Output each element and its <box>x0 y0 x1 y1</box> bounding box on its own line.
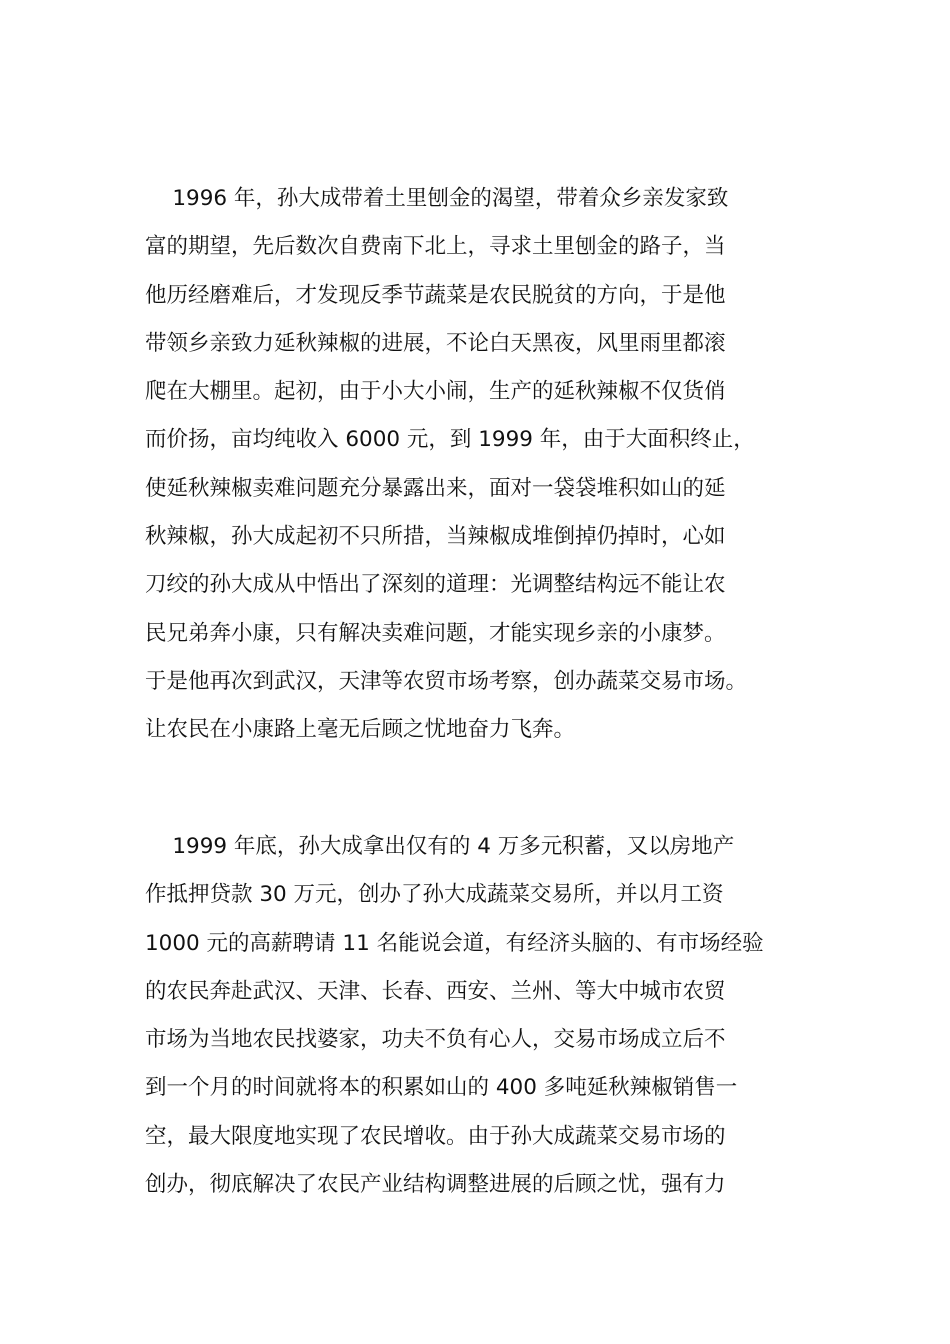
paragraph-line: 于是他再次到武汉，天津等农贸市场考察，创办蔬菜交易市场。 <box>145 668 748 694</box>
paragraph-line: 1999 年底，孙大成拿出仅有的 4 万多元积蓄，又以房地产 <box>145 834 735 859</box>
paragraph-line: 他历经磨难后，才发现反季节蔬菜是农民脱贫的方向，于是他 <box>145 282 726 308</box>
paragraph-2 <box>145 823 825 1209</box>
paragraph-line: 空，最大限度地实现了农民增收。由于孙大成蔬菜交易市场的 <box>145 1123 726 1149</box>
paragraph-line: 1996 年，孙大成带着土里刨金的渴望，带着众乡亲发家致 <box>145 186 729 211</box>
paragraph-line: 让农民在小康路上毫无后顾之忧地奋力飞奔。 <box>145 717 576 743</box>
paragraph-line: 的农民奔赴武汉、天津、长春、西安、兰州、等大中城市农贸 <box>145 978 726 1004</box>
paragraph-line: 爬在大棚里。起初，由于小大小闹，生产的延秋辣椒不仅货俏 <box>145 379 726 405</box>
paragraph-line: 市场为当地农民找婆家，功夫不负有心人，交易市场成立后不 <box>145 1027 726 1053</box>
paragraph-line: 创办，彻底解决了农民产业结构调整进展的后顾之忧，强有力 <box>145 1172 726 1198</box>
paragraph-line: 民兄弟奔小康，只有解决卖难问题，才能实现乡亲的小康梦。 <box>145 620 726 646</box>
paragraph-line: 富的期望，先后数次自费南下北上，寻求土里刨金的路子，当 <box>145 234 726 260</box>
paragraph-line: 1000 元的高薪聘请 11 名能说会道，有经济头脑的、有市场经验 <box>145 930 764 956</box>
paragraph-line: 带领乡亲致力延秋辣椒的进展，不论白天黑夜，风里雨里都滚 <box>145 330 726 356</box>
paragraph-line: 到一个月的时间就将本的积累如山的 400 多吨延秋辣椒销售一 <box>145 1075 738 1101</box>
paragraph-line: 秋辣椒，孙大成起初不只所措，当辣椒成堆倒掉仍掉时，心如 <box>145 524 726 550</box>
paragraph-line: 刀绞的孙大成从中悟出了深刻的道理：光调整结构远不能让农 <box>145 572 726 598</box>
paragraph-line: 使延秋辣椒卖难问题充分暴露出来，面对一袋袋堆积如山的延 <box>145 475 726 501</box>
paragraph-line: 作抵押贷款 30 万元，创办了孙大成蔬菜交易所，并以月工资 <box>145 882 724 908</box>
paragraph-line: 而价扬，亩均纯收入 6000 元，到 1999 年，由于大面积终止， <box>145 427 755 453</box>
paragraph-1 <box>145 175 825 755</box>
